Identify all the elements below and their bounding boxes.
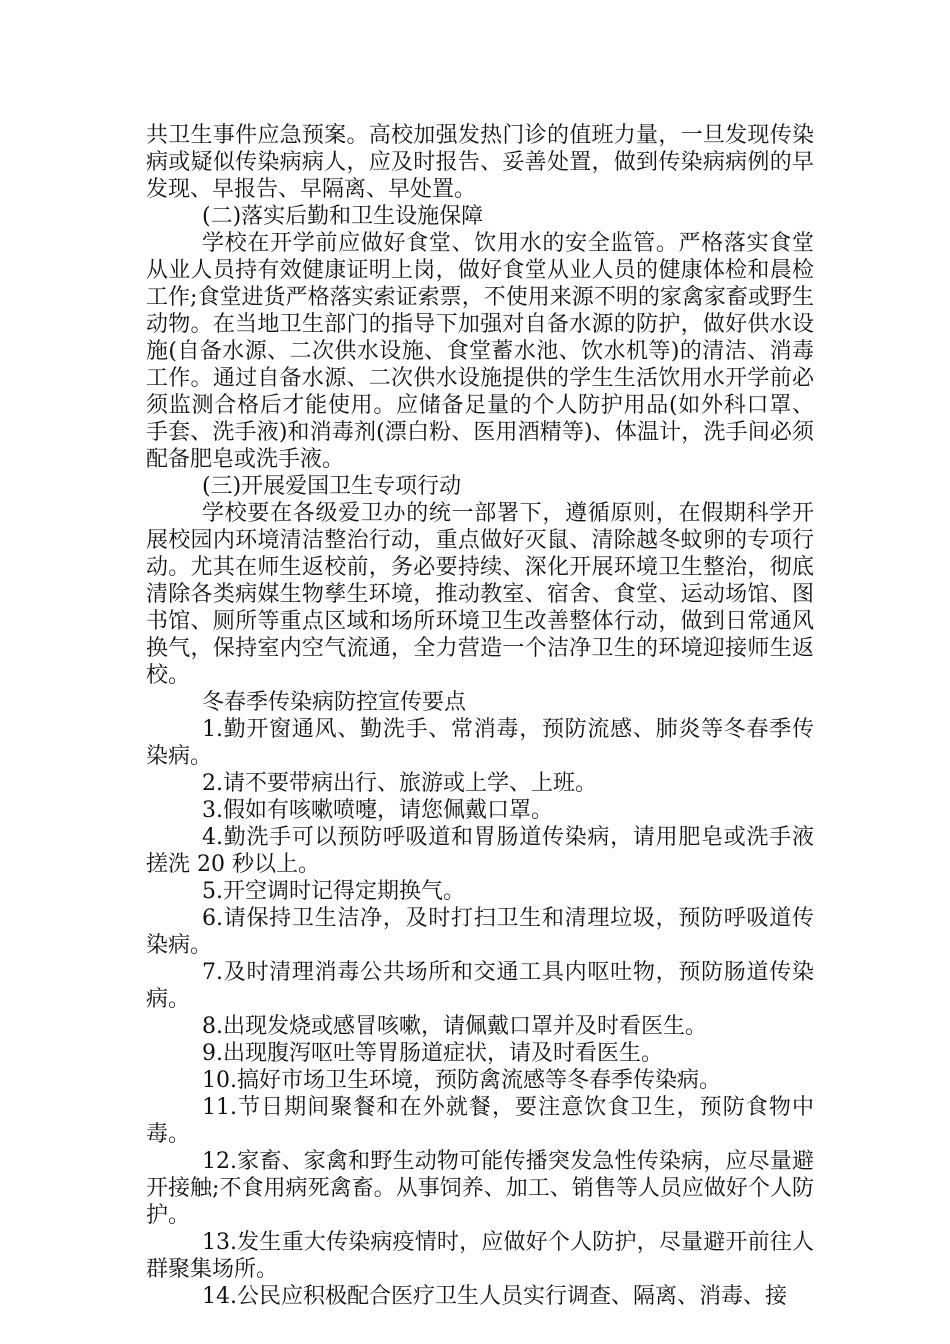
list-item: 9.出现腹泻呕吐等胃肠道症状，请及时看医生。 (202, 1041, 663, 1066)
list-item: 7.及时清理消毒公共场所和交通工具内呕吐物，预防肠道传染病。 (146, 960, 814, 1012)
list-item: 5.开空调时记得定期换气。 (202, 879, 465, 904)
list-item: 2.请不要带病出行、旅游或上学、上班。 (202, 771, 597, 796)
list-item: 3.假如有咳嗽喷嚏，请您佩戴口罩。 (202, 798, 553, 823)
list-item: 10.搞好市场卫生环境，预防禽流感等冬春季传染病。 (202, 1068, 721, 1093)
list-item: 8.出现发烧或感冒咳嗽，请佩戴口罩并及时看医生。 (202, 1014, 707, 1039)
list-item: 12.家畜、家禽和野生动物可能传播突发急性传染病，应尽量避开接触;不食用病死禽畜。从事饲养、加工、销售等人员应做好个人防护。 (146, 1149, 814, 1228)
list-item: 4.勤洗手可以预防呼吸道和胃肠道传染病，请用肥皂或洗手液搓洗 20 秒以上。 (146, 825, 814, 877)
list-item: 1.勤开窗通风、勤洗手、常消毒，预防流感、肺炎等冬春季传染病。 (146, 717, 814, 769)
section-heading: 冬春季传染病防控宣传要点 (202, 690, 467, 715)
paragraph: 学校在开学前应做好食堂、饮用水的安全监管。严格落实食堂从业人员持有效健康证明上岗，做好食堂从业人员的健康体检和晨检工作;食堂进货严格落实索证索票，不使用来源不明的家禽家畜或野生动物。在当地卫生部门的指导下加强对自备水源的防护，做好供水设施(自备水源、二次供水设施、食堂蓄水池、饮水机等)的清洁、消毒工作。通过自备水源、二次供水设施提供的学生生活饮用水开学前必须监测合格后才能使用。应储备足量的个人防护用品(如外科口罩、手套、洗手液)和消毒剂(漂白粉、医用酒精等)、体温计，洗手间必须配备肥皂或洗手液。 (146, 231, 814, 472)
list-item: 13.发生重大传染病疫情时，应做好个人防护，尽量避开前往人群聚集场所。 (146, 1230, 814, 1282)
section-heading: (三)开展爱国卫生专项行动 (202, 474, 462, 499)
document-page (146, 122, 814, 1310)
paragraph: 学校要在各级爱卫办的统一部署下，遵循原则，在假期科学开展校园内环境清洁整治行动，重点做好灭鼠、清除越冬蚊卵的专项行动。尤其在师生返校前，务必要持续、深化开展环境卫生整治，彻底清除各类病媒生物孳生环境，推动教室、宿舍、食堂、运动场馆、图书馆、厕所等重点区域和场所环境卫生改善整体行动，做到日常通风换气，保持室内空气流通，全力营造一个洁净卫生的环境迎接师生返校。 (146, 501, 814, 688)
paragraph: 共卫生事件应急预案。高校加强发热门诊的值班力量，一旦发现传染病或疑似传染病病人，应及时报告、妥善处置，做到传染病病例的早发现、早报告、早隔离、早处置。 (146, 123, 814, 202)
list-item: 11.节日期间聚餐和在外就餐，要注意饮食卫生，预防食物中毒。 (146, 1095, 814, 1147)
list-item: 14.公民应积极配合医疗卫生人员实行调查、隔离、消毒、接 (202, 1284, 787, 1309)
list-item: 6.请保持卫生洁净，及时打扫卫生和清理垃圾，预防呼吸道传染病。 (146, 906, 814, 958)
section-heading: (二)落实后勤和卫生设施保障 (202, 204, 484, 229)
